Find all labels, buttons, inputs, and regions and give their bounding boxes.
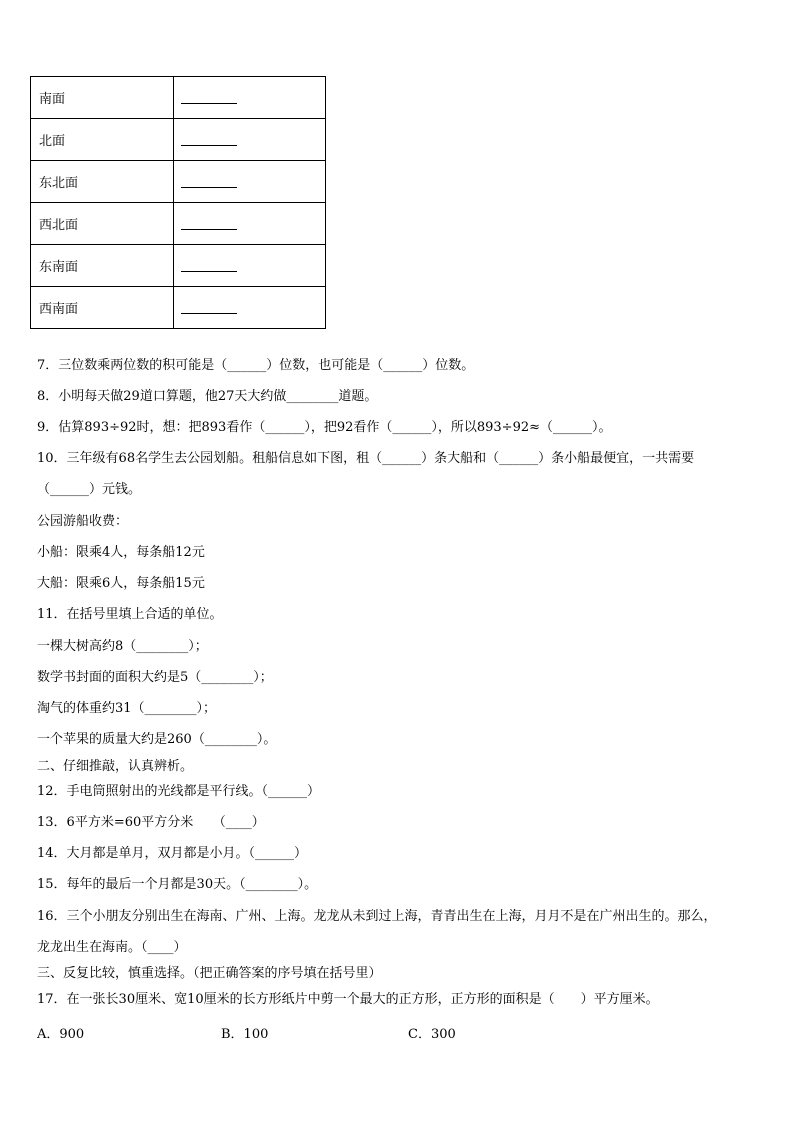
direction-label: 西北面 <box>31 203 174 245</box>
question-17: 17．在一张长30厘米、宽10厘米的长方形纸片中剪一个最大的正方形，正方形的面积是（ ）平方厘米。 <box>37 992 659 1007</box>
direction-table <box>30 76 326 329</box>
question-8: 8．小明每天做29道口算题，他27天大约做________道题。 <box>37 389 378 404</box>
direction-label: 北面 <box>31 119 174 161</box>
answer-blank[interactable] <box>174 77 326 119</box>
question-10: 10．三年级有68名学生去公园划船。租船信息如下图，租（______）条大船和（______）条小船最便宜，一共需要 <box>37 451 695 466</box>
question-13: 13．6平方米=60平方分米 （____） <box>37 815 265 830</box>
answer-blank[interactable] <box>174 245 326 287</box>
answer-blank[interactable] <box>174 287 326 329</box>
question-11-item-3: 淘气的体重约31（________）； <box>37 701 217 716</box>
table-row <box>31 119 326 161</box>
question-10-continued: （______）元钱。 <box>37 482 142 497</box>
question-11-item-4: 一个苹果的质量大约是260（________）。 <box>37 732 277 747</box>
table-row <box>31 77 326 119</box>
option-b[interactable]: B．100 <box>221 1027 269 1042</box>
section-3-heading: 三、反复比较，慎重选择。（把正确答案的序号填在括号里） <box>37 966 382 981</box>
answer-blank[interactable] <box>174 161 326 203</box>
table-row <box>31 287 326 329</box>
question-9: 9．估算893÷92时，想：把893看作（______），把92看作（______），所以893÷92≈（______）。 <box>37 420 612 435</box>
question-16-continued: 龙龙出生在海南。（____） <box>37 940 187 955</box>
question-16: 16．三个小朋友分别出生在海南、广州、上海。龙龙从未到过上海，青青出生在上海，月月不是在广州出生的。那么， <box>37 909 717 924</box>
answer-blank[interactable] <box>174 203 326 245</box>
fee-heading: 公园游船收费： <box>37 514 129 529</box>
table-row <box>31 203 326 245</box>
big-boat-fee: 大船：限乘6人，每条船15元 <box>37 576 205 591</box>
table-row <box>31 161 326 203</box>
answer-blank[interactable] <box>174 119 326 161</box>
direction-label: 东北面 <box>31 161 174 203</box>
table-row <box>31 245 326 287</box>
direction-label: 西南面 <box>31 287 174 329</box>
direction-label: 东南面 <box>31 245 174 287</box>
direction-label: 南面 <box>31 77 174 119</box>
question-11-item-2: 数学书封面的面积大约是5（________）； <box>37 670 273 685</box>
option-a[interactable]: A．900 <box>37 1027 85 1042</box>
question-11: 11．在括号里填上合适的单位。 <box>37 607 223 622</box>
question-14: 14．大月都是单月，双月都是小月。（______） <box>37 846 308 861</box>
question-11-item-1: 一棵大树高约8（________）； <box>37 639 208 654</box>
question-12: 12．手电筒照射出的光线都是平行线。（______） <box>37 784 321 799</box>
option-c[interactable]: C．300 <box>408 1027 456 1042</box>
section-2-heading: 二、仔细推敲，认真辨析。 <box>37 759 194 774</box>
question-15: 15．每年的最后一个月都是30天。（________）。 <box>37 877 318 892</box>
small-boat-fee: 小船：限乘4人，每条船12元 <box>37 545 205 560</box>
question-7: 7．三位数乘两位数的积可能是（______）位数，也可能是（______）位数。 <box>37 358 475 373</box>
